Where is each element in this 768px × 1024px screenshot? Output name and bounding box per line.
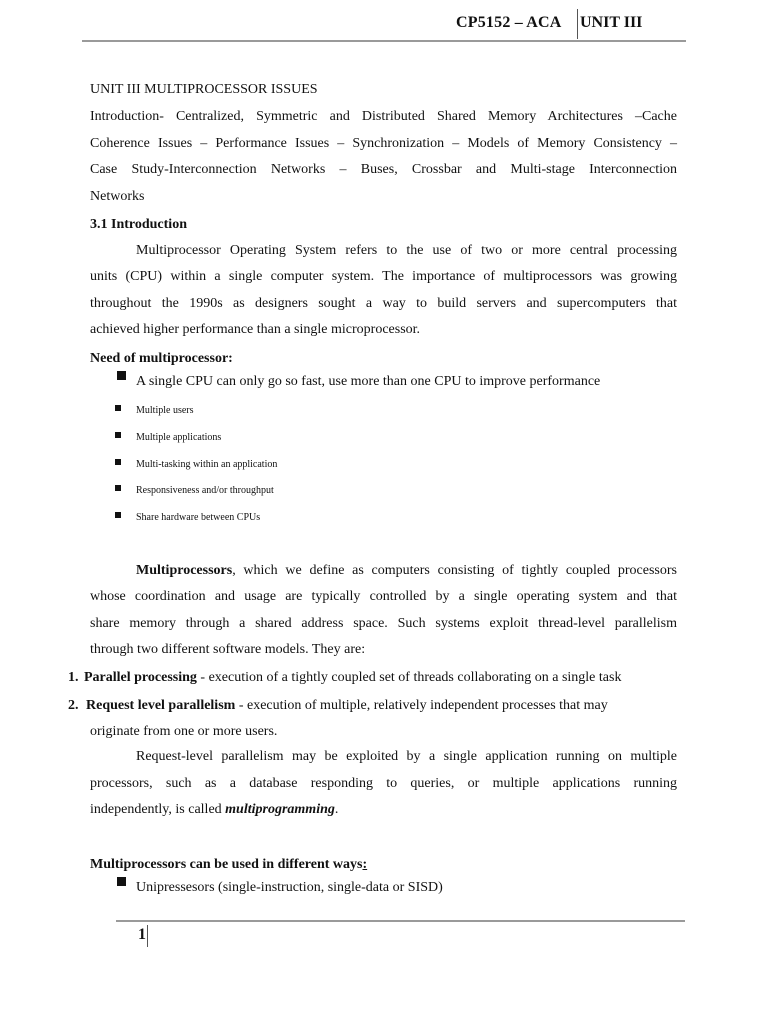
header-rule bbox=[82, 40, 686, 42]
syllabus-line: Coherence Issues – Performance Issues – Synchronization – Models of Memory Consistency – bbox=[90, 136, 677, 151]
square-bullet-icon bbox=[117, 371, 126, 380]
intro-line: Multiprocessor Operating System refers to the use of two or more central processing bbox=[136, 243, 677, 258]
intro-line: achieved higher performance than a single microprocessor. bbox=[90, 322, 421, 337]
header-course-code: CP5152 – ACA bbox=[456, 14, 562, 31]
mp-term: Multiprocessors bbox=[136, 563, 233, 578]
syllabus-line: Networks bbox=[90, 189, 145, 204]
square-bullet-icon bbox=[117, 877, 126, 886]
list-item: Responsiveness and/or throughput bbox=[136, 485, 274, 496]
rlp-line: processors, such as a database responding to queries, or multiple applications running bbox=[90, 776, 677, 791]
footer-rule bbox=[116, 920, 685, 922]
header-divider bbox=[577, 9, 578, 39]
rlp-post: . bbox=[334, 802, 339, 817]
square-bullet-icon bbox=[115, 459, 121, 465]
rlp-line: Request-level parallelism may be exploited by a single application running on multiple bbox=[136, 749, 677, 764]
ways-heading-text: Multiprocessors can be used in different ways bbox=[90, 857, 363, 872]
need-heading: Need of multiprocessor: bbox=[90, 351, 233, 366]
model-term: Parallel processing bbox=[84, 670, 197, 685]
square-bullet-icon bbox=[115, 485, 121, 491]
header-unit-label: UNIT III bbox=[580, 14, 643, 31]
footer-divider bbox=[147, 925, 148, 947]
rlp-pre: independently, is called bbox=[90, 802, 226, 817]
square-bullet-icon bbox=[115, 432, 121, 438]
model-item bbox=[86, 698, 608, 714]
model-desc: - execution of multiple, relatively independent processes that may bbox=[235, 698, 608, 713]
mp-line-rest: , which we define as computers consisting of tightly coupled processors bbox=[232, 563, 677, 578]
model-term: Request level parallelism bbox=[86, 698, 236, 713]
page-number: 1 bbox=[138, 926, 146, 943]
list-number: 2. bbox=[68, 698, 79, 713]
list-item: A single CPU can only go so fast, use more than one CPU to improve performance bbox=[136, 374, 601, 389]
list-item: Share hardware between CPUs bbox=[136, 512, 261, 523]
list-item: Multiple users bbox=[136, 405, 194, 416]
list-number: 1. bbox=[68, 670, 79, 685]
square-bullet-icon bbox=[115, 512, 121, 518]
rlp-term: multiprogramming bbox=[225, 802, 335, 817]
mp-line: share memory through a shared address space. Such systems exploit thread-level parallelism bbox=[90, 616, 677, 631]
unit-title: UNIT III MULTIPROCESSOR ISSUES bbox=[90, 82, 318, 97]
list-item: Multi-tasking within an application bbox=[136, 459, 278, 470]
rlp-line bbox=[90, 797, 677, 824]
square-bullet-icon bbox=[115, 405, 121, 411]
ways-heading bbox=[90, 857, 367, 873]
mp-line bbox=[136, 558, 677, 585]
syllabus-line: Introduction- Centralized, Symmetric and Distributed Shared Memory Architectures –Cache bbox=[90, 109, 677, 124]
section-heading: 3.1 Introduction bbox=[90, 217, 187, 232]
model-item-continuation: originate from one or more users. bbox=[90, 724, 278, 739]
intro-line: throughout the 1990s as designers sought a way to build servers and supercomputers that bbox=[90, 296, 677, 311]
model-desc: - execution of a tightly coupled set of threads collaborating on a single task bbox=[196, 670, 622, 685]
intro-line: units (CPU) within a single computer system. The importance of multiprocessors was growing bbox=[90, 269, 677, 284]
syllabus-line: Case Study-Interconnection Networks – Buses, Crossbar and Multi-stage Interconnection bbox=[90, 162, 677, 177]
list-item: Unipressesors (single-instruction, single-data or SISD) bbox=[136, 880, 443, 895]
ways-heading-colon: : bbox=[362, 857, 368, 872]
model-item bbox=[84, 670, 621, 686]
mp-line: whose coordination and usage are typically controlled by a single operating system and that bbox=[90, 589, 677, 604]
list-item: Multiple applications bbox=[136, 432, 222, 443]
mp-line: through two different software models. They are: bbox=[90, 642, 366, 657]
